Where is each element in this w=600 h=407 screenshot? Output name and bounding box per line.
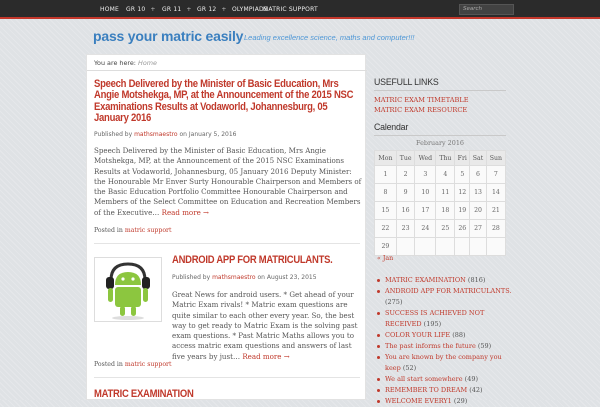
calendar-day: 15 — [375, 202, 397, 220]
calendar-day — [455, 238, 470, 256]
calendar-day-header: Thu — [436, 151, 455, 166]
expand-icon[interactable]: + — [221, 6, 227, 13]
calendar-day-header: Fri — [455, 151, 470, 166]
calendar-day: 10 — [415, 184, 436, 202]
site-tagline: Leading excellence science, maths and computer!!! — [244, 33, 415, 42]
post-title[interactable]: ANDROID APP FOR MATRICULANTS. — [172, 254, 333, 266]
category-link[interactable]: matric support — [124, 361, 172, 368]
category-link[interactable]: We all start somewhere — [385, 375, 463, 383]
calendar-day: 11 — [436, 184, 455, 202]
nav-item-olympiads[interactable]: OLYMPIADS — [232, 6, 268, 13]
calendar-day: 29 — [375, 238, 397, 256]
post-title[interactable]: MATRIC EXAMINATION — [94, 388, 194, 400]
post-excerpt: Great News for android users. * Get ahead of your Matric Exam rivals! * Matric exam questions are quite similar to each other every year. So, the best way to get ready to Matric Exam is the solving past exam questions. * Past Matric Maths allows you to access matric exam questions and answers of last five years by just… Read more → — [172, 290, 358, 361]
calendar-day — [470, 238, 487, 256]
expand-icon[interactable]: + — [150, 6, 156, 13]
sidebar-divider — [374, 135, 506, 136]
nav-item-gr11[interactable]: GR 11 + — [162, 6, 192, 13]
category-link[interactable]: SUCCESS IS ACHIEVED NOT RECEIVED — [385, 309, 485, 328]
calendar-day: 8 — [375, 184, 397, 202]
calendar-day: 24 — [415, 220, 436, 238]
post-title[interactable]: Speech Delivered by the Minister of Basic Education, Mrs Angie Motshekga, MP, at the Announcement of the 2015 NSC Examinations Results at Vodaworld, Johannesburg, 05 January 2016 — [94, 78, 354, 125]
calendar-day: 13 — [470, 184, 487, 202]
list-item: MATRIC EXAMINATION (816) — [374, 275, 514, 286]
post-author-link[interactable]: mathsmaestro — [134, 131, 178, 138]
calendar-day-header: Wed — [415, 151, 436, 166]
calendar-day — [415, 238, 436, 256]
calendar-day: 3 — [415, 166, 436, 184]
site-title[interactable]: pass your matric easily — [93, 28, 244, 44]
nav-item-gr10[interactable]: GR 10 + — [126, 6, 156, 13]
list-item: The past informs the future (59) — [374, 341, 514, 352]
calendar-day — [436, 238, 455, 256]
list-item: WELCOME EVERY1 (29) — [374, 396, 514, 407]
link-matric-exam-resource[interactable]: MATRIC EXAM RESOURCE — [374, 106, 468, 114]
calendar-day — [396, 238, 415, 256]
top-navigation — [0, 0, 600, 19]
calendar-day: 22 — [375, 220, 397, 238]
post-meta: Published by mathsmaestro on January 5, 2016 — [94, 131, 237, 138]
calendar-prev-month-link[interactable]: « Jan — [377, 255, 394, 262]
calendar-day: 7 — [486, 166, 505, 184]
breadcrumb: You are here: Home — [94, 59, 157, 67]
calendar-day: 18 — [436, 202, 455, 220]
post-divider — [94, 377, 360, 378]
breadcrumb-divider — [87, 70, 367, 71]
post-divider — [94, 243, 360, 244]
calendar-day-header: Sun — [486, 151, 505, 166]
main-content — [86, 54, 366, 400]
list-item: SUCCESS IS ACHIEVED NOT RECEIVED (195) — [374, 308, 514, 330]
calendar-day: 6 — [470, 166, 487, 184]
list-item: We all start somewhere (49) — [374, 374, 514, 385]
calendar-day: 4 — [436, 166, 455, 184]
link-matric-exam-timetable[interactable]: MATRIC EXAM TIMETABLE — [374, 96, 469, 104]
nav-item-home[interactable]: HOME — [100, 6, 120, 13]
category-link[interactable]: COLOR YOUR LIFE — [385, 331, 451, 339]
calendar-caption: February 2016 — [416, 139, 464, 147]
calendar-day-header: Tue — [396, 151, 415, 166]
calendar-day-header: Sat — [470, 151, 487, 166]
calendar-day-header: Mon — [375, 151, 397, 166]
read-more-link[interactable]: Read more → — [161, 207, 209, 217]
android-mascot-icon — [95, 258, 161, 321]
calendar-day — [486, 238, 505, 256]
calendar-day: 28 — [486, 220, 505, 238]
category-link[interactable]: MATRIC EXAMINATION — [385, 276, 466, 284]
calendar-heading: Calendar — [374, 122, 409, 132]
nav-item-matric-support[interactable]: MATRIC SUPPORT — [263, 6, 318, 13]
list-item: COLOR YOUR LIFE (88) — [374, 330, 514, 341]
post-category: Posted in matric support — [94, 361, 172, 368]
list-item: REMEMBER TO DREAM (42) — [374, 385, 514, 396]
calendar-day: 26 — [455, 220, 470, 238]
post-author-link[interactable]: mathsmaestro — [212, 274, 256, 281]
list-item: You are known by the company you keep (52) — [374, 352, 514, 374]
calendar-day: 9 — [396, 184, 415, 202]
calendar-day: 1 — [375, 166, 397, 184]
calendar-table — [374, 150, 506, 256]
calendar-day: 21 — [486, 202, 505, 220]
calendar-day: 17 — [415, 202, 436, 220]
list-item: ANDROID APP FOR MATRICULANTS. (275) — [374, 286, 514, 308]
category-link[interactable]: The past informs the future — [385, 342, 476, 350]
calendar-day: 14 — [486, 184, 505, 202]
post-meta: Published by mathsmaestro on August 23, 2015 — [172, 274, 317, 281]
post-excerpt: Speech Delivered by the Minister of Basic Education, Mrs Angie Motshekga, MP, at the Announcement of the 2015 NSC Examinations Results at Vodaworld, Johannesburg, 05 January 2016 Deputy Minister: the Honourable Mr Enver Surty Honourable Chairperson and Members of the Basic Education Portfolio Committee Honourable Chairperson and Members of the Select Committee on Education and Recreation Members of the Executive… Read more → — [94, 146, 362, 217]
calendar-day: 27 — [470, 220, 487, 238]
category-link[interactable]: REMEMBER TO DREAM — [385, 386, 468, 394]
calendar-day: 25 — [436, 220, 455, 238]
calendar-day: 20 — [470, 202, 487, 220]
calendar-day: 19 — [455, 202, 470, 220]
post-date: August 23, 2015 — [266, 274, 317, 281]
category-link[interactable]: ANDROID APP FOR MATRICULANTS. — [385, 287, 512, 295]
category-link[interactable]: You are known by the company you keep — [385, 353, 502, 372]
post-thumbnail[interactable] — [94, 257, 162, 322]
calendar-day: 5 — [455, 166, 470, 184]
calendar-day: 23 — [396, 220, 415, 238]
category-link[interactable]: WELCOME EVERY1 — [385, 397, 452, 405]
expand-icon[interactable]: + — [186, 6, 192, 13]
sidebar-divider — [374, 90, 506, 91]
calendar-day: 2 — [396, 166, 415, 184]
post-category: Posted in matric support — [94, 227, 172, 234]
read-more-link[interactable]: Read more → — [242, 351, 290, 361]
nav-item-gr12[interactable]: GR 12 + — [197, 6, 227, 13]
breadcrumb-current[interactable]: Home — [138, 59, 157, 67]
category-link[interactable]: matric support — [124, 227, 172, 234]
calendar-day: 12 — [455, 184, 470, 202]
calendar-day: 16 — [396, 202, 415, 220]
category-list — [374, 275, 514, 407]
useful-links-heading: USEFULL LINKS — [374, 77, 439, 87]
post-date: January 5, 2016 — [188, 131, 237, 138]
search-input[interactable]: Search — [459, 4, 514, 15]
